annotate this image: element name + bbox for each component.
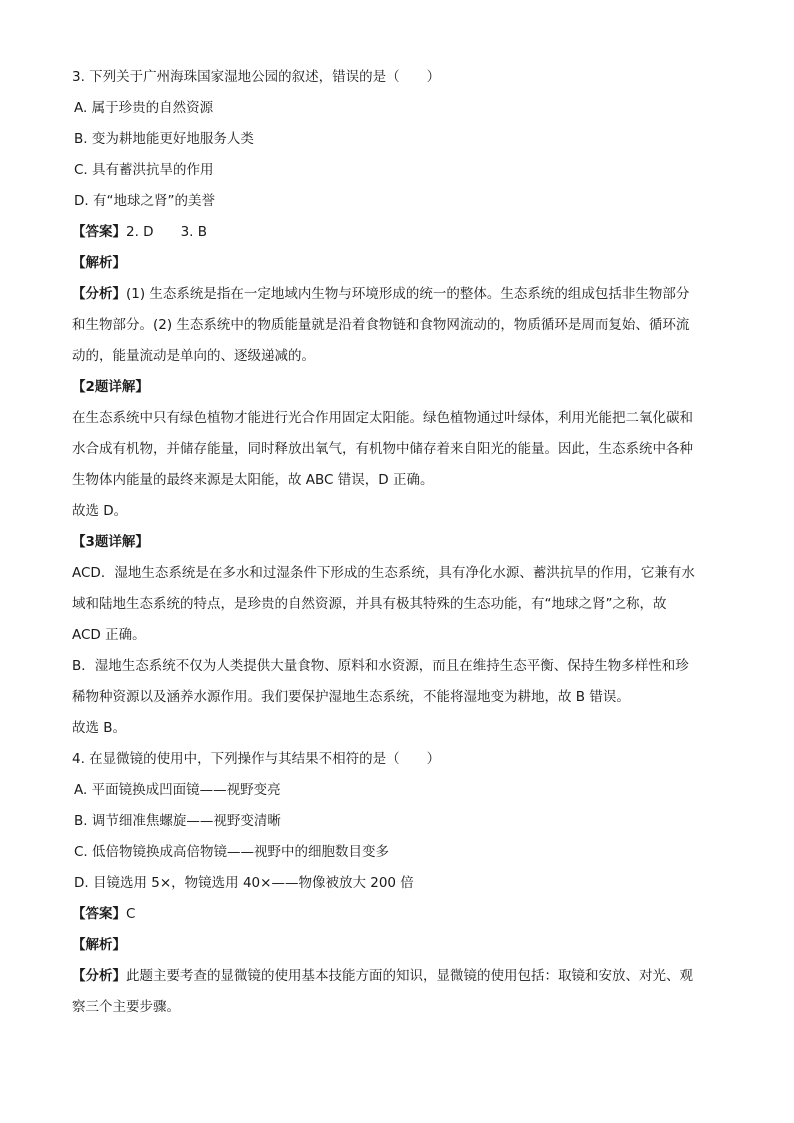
q2-detail-line-2: 水合成有机物，并储存能量，同时释放出氧气，有机物中储存着来自阳光的能量。因此，生态系统中各种 (72, 441, 693, 457)
answer-line-1 (72, 217, 724, 248)
analysis-2-fenxi-line-1 (72, 961, 724, 992)
fenxi-text: 此题主要考查的显微镜的使用基本技能方面的知识，显微镜的使用包括：取镜和安放、对光、观 (126, 968, 693, 984)
q2-detail-line-1: 在生态系统中只有绿色植物才能进行光合作用固定太阳能。绿色植物通过叶绿体，利用光能把二氧化碳和 (72, 410, 693, 426)
question-3-option-b: B. 变为耕地能更好地服务人类 (74, 131, 254, 147)
question-3-option-d: D. 有“地球之肾”的美誉 (74, 193, 215, 209)
answer-text: C (126, 906, 136, 922)
q3-detail-line-1: ACD．湿地生态系统是在多水和过湿条件下形成的生态系统，具有净化水源、蓄洪抗旱的作用，它兼有水 (72, 565, 695, 581)
question-4-stem: 4. 在显微镜的使用中，下列操作与其结果不相符的是（ ） (72, 751, 441, 767)
analysis-1-fenxi-line-2: 和生物部分。(2) 生态系统中的物质能量就是沿着食物链和食物网流动的，物质循环是周而复始、循环流 (72, 317, 690, 333)
answer-label: 【答案】 (72, 224, 126, 240)
analysis-1-fenxi-line-3: 动的，能量流动是单向的、逐级递减的。 (72, 348, 315, 364)
fenxi-text: (1) 生态系统是指在一定地域内生物与环境形成的统一的整体。生态系统的组成包括非生物部分 (126, 286, 690, 302)
question-4-option-d: D. 目镜选用 5×，物镜选用 40×——物像被放大 200 倍 (74, 875, 414, 891)
fenxi-label: 【分析】 (72, 968, 126, 984)
q3-detail-line-6: 故选 B。 (72, 720, 127, 736)
question-4-option-c: C. 低倍物镜换成高倍物镜——视野中的细胞数目变多 (74, 844, 390, 860)
analysis-heading-1: 【解析】 (72, 255, 126, 271)
q3-detail-line-4: B．湿地生态系统不仅为人类提供大量食物、原料和水资源，而且在维持生态平衡、保持生物多样性和珍 (72, 658, 689, 674)
answer-line-2 (72, 899, 724, 930)
q2-detail-heading: 【2题详解】 (72, 379, 149, 395)
analysis-2-fenxi-line-2: 察三个主要步骤。 (72, 999, 180, 1015)
question-3-option-a: A. 属于珍贵的自然资源 (74, 100, 214, 116)
q3-detail-line-5: 稀物种资源以及涵养水源作用。我们要保护湿地生态系统，不能将湿地变为耕地，故 B 错误。 (72, 689, 630, 705)
question-4-option-a: A. 平面镜换成凹面镜——视野变亮 (74, 782, 281, 798)
question-3-stem: 3. 下列关于广州海珠国家湿地公园的叙述，错误的是（ ） (72, 69, 441, 85)
q3-detail-heading: 【3题详解】 (72, 534, 149, 550)
q2-detail-line-3: 生物体内能量的最终来源是太阳能，故 ABC 错误，D 正确。 (72, 472, 434, 488)
analysis-1-fenxi-line-1 (72, 279, 724, 310)
answer-label: 【答案】 (72, 906, 126, 922)
q3-detail-line-2: 域和陆地生态系统的特点，是珍贵的自然资源，并具有极其特殊的生态功能，有“地球之肾”之称，故 (72, 596, 667, 612)
answer-text: 2. D 3. B (126, 224, 207, 240)
q2-detail-line-4: 故选 D。 (72, 503, 128, 519)
analysis-heading-2: 【解析】 (72, 937, 126, 953)
fenxi-label: 【分析】 (72, 286, 126, 302)
question-3-option-c: C. 具有蓄洪抗旱的作用 (74, 162, 214, 178)
question-4-option-b: B. 调节细准焦螺旋——视野变清晰 (74, 813, 281, 829)
q3-detail-line-3: ACD 正确。 (72, 627, 146, 643)
document-content (72, 62, 724, 1023)
